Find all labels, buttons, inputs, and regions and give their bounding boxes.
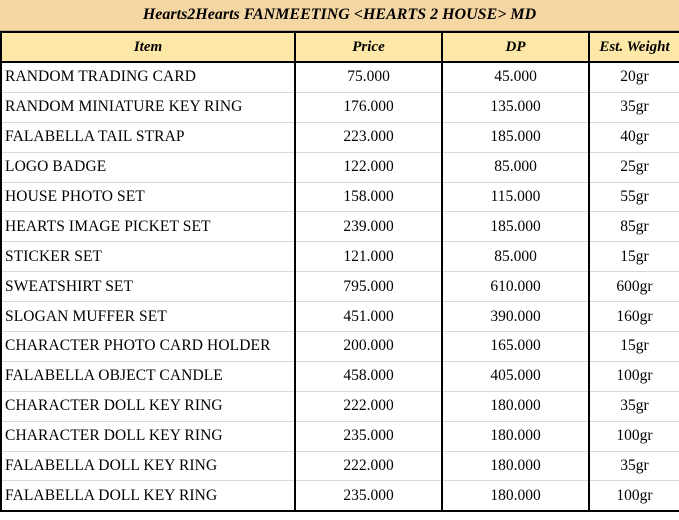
weight-cell: 15gr: [589, 332, 679, 362]
weight-cell: 600gr: [589, 272, 679, 302]
table-row: [1, 152, 679, 182]
weight-cell: 25gr: [589, 152, 679, 182]
price-cell: 235.000: [295, 481, 442, 511]
price-cell: 158.000: [295, 182, 442, 212]
table-row: [1, 272, 679, 302]
header-price: Price: [295, 32, 442, 62]
table-row: [1, 332, 679, 362]
item-cell: HEARTS IMAGE PICKET SET: [1, 212, 295, 242]
item-cell: FALABELLA TAIL STRAP: [1, 122, 295, 152]
table-row: [1, 451, 679, 481]
dp-cell: 610.000: [442, 272, 589, 302]
price-cell: 795.000: [295, 272, 442, 302]
item-cell: LOGO BADGE: [1, 152, 295, 182]
dp-cell: 165.000: [442, 332, 589, 362]
table-row: [1, 391, 679, 421]
dp-cell: 180.000: [442, 421, 589, 451]
item-cell: CHARACTER DOLL KEY RING: [1, 391, 295, 421]
weight-cell: 160gr: [589, 302, 679, 332]
weight-cell: 100gr: [589, 421, 679, 451]
dp-cell: 180.000: [442, 481, 589, 511]
price-cell: 235.000: [295, 421, 442, 451]
table-row: [1, 122, 679, 152]
table-row: [1, 62, 679, 92]
weight-cell: 40gr: [589, 122, 679, 152]
price-cell: 222.000: [295, 451, 442, 481]
item-cell: CHARACTER PHOTO CARD HOLDER: [1, 332, 295, 362]
item-cell: FALABELLA DOLL KEY RING: [1, 481, 295, 511]
item-cell: FALABELLA DOLL KEY RING: [1, 451, 295, 481]
item-cell: HOUSE PHOTO SET: [1, 182, 295, 212]
dp-cell: 180.000: [442, 391, 589, 421]
header-dp: DP: [442, 32, 589, 62]
table-row: [1, 92, 679, 122]
table-row: [1, 481, 679, 511]
item-cell: STICKER SET: [1, 242, 295, 272]
dp-cell: 390.000: [442, 302, 589, 332]
price-cell: 458.000: [295, 361, 442, 391]
item-cell: SWEATSHIRT SET: [1, 272, 295, 302]
table-row: [1, 182, 679, 212]
table-row: [1, 421, 679, 451]
header-row: [1, 32, 679, 62]
dp-cell: 185.000: [442, 212, 589, 242]
weight-cell: 100gr: [589, 481, 679, 511]
weight-cell: 15gr: [589, 242, 679, 272]
dp-cell: 45.000: [442, 62, 589, 92]
header-item: Item: [1, 32, 295, 62]
item-cell: CHARACTER DOLL KEY RING: [1, 421, 295, 451]
table-row: [1, 212, 679, 242]
price-cell: 451.000: [295, 302, 442, 332]
weight-cell: 35gr: [589, 451, 679, 481]
price-cell: 223.000: [295, 122, 442, 152]
item-cell: FALABELLA OBJECT CANDLE: [1, 361, 295, 391]
dp-cell: 185.000: [442, 122, 589, 152]
price-cell: 121.000: [295, 242, 442, 272]
dp-cell: 405.000: [442, 361, 589, 391]
table-row: [1, 361, 679, 391]
weight-cell: 85gr: [589, 212, 679, 242]
dp-cell: 85.000: [442, 242, 589, 272]
weight-cell: 20gr: [589, 62, 679, 92]
weight-cell: 35gr: [589, 92, 679, 122]
dp-cell: 85.000: [442, 152, 589, 182]
dp-cell: 135.000: [442, 92, 589, 122]
price-cell: 239.000: [295, 212, 442, 242]
md-price-table: [0, 31, 679, 512]
table-row: [1, 242, 679, 272]
weight-cell: 100gr: [589, 361, 679, 391]
weight-cell: 35gr: [589, 391, 679, 421]
item-cell: RANDOM TRADING CARD: [1, 62, 295, 92]
price-cell: 200.000: [295, 332, 442, 362]
price-cell: 122.000: [295, 152, 442, 182]
dp-cell: 115.000: [442, 182, 589, 212]
sheet-title: Hearts2Hearts FANMEETING <HEARTS 2 HOUSE> MD: [0, 0, 679, 31]
price-cell: 176.000: [295, 92, 442, 122]
weight-cell: 55gr: [589, 182, 679, 212]
table-row: [1, 302, 679, 332]
header-est-weight: Est. Weight: [589, 32, 679, 62]
price-cell: 222.000: [295, 391, 442, 421]
item-cell: RANDOM MINIATURE KEY RING: [1, 92, 295, 122]
dp-cell: 180.000: [442, 451, 589, 481]
item-cell: SLOGAN MUFFER SET: [1, 302, 295, 332]
price-cell: 75.000: [295, 62, 442, 92]
